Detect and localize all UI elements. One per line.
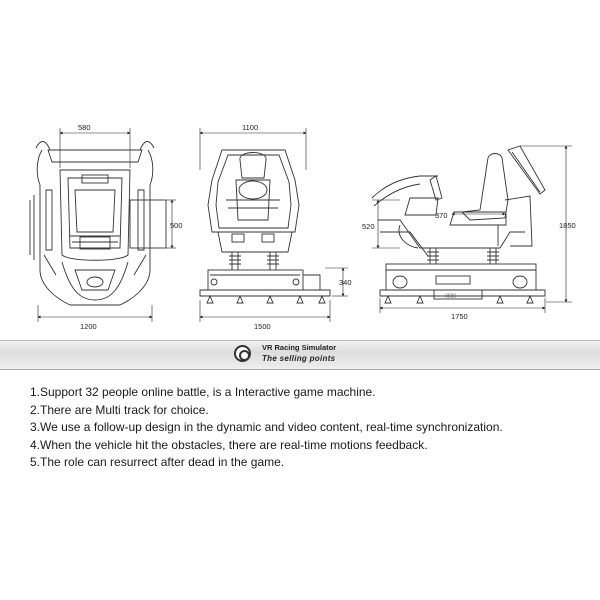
dim-1850: 1850	[559, 221, 576, 230]
dim-500: 500	[170, 221, 183, 230]
brand-mark: ▯▯▯▯	[445, 293, 457, 299]
dim-580: 580	[78, 123, 91, 132]
front-view	[200, 150, 330, 303]
selling-point-2: 2.There are Multi track for choice.	[30, 402, 209, 417]
selling-points-banner	[0, 340, 600, 368]
target-logo-icon	[234, 345, 251, 362]
dim-520: 520	[362, 222, 375, 231]
top-view-dims	[38, 128, 176, 322]
selling-point-5: 5.The role can resurrect after dead in the game.	[30, 455, 285, 469]
selling-point-3: 3.We use a follow-up design in the dynamic and video content, real-time synchronization.	[30, 420, 503, 434]
selling-points-list	[30, 384, 590, 472]
dim-1100: 1100	[242, 123, 259, 132]
selling-point-4: 4.When the vehicle hit the obstacles, there are real-time motions feedback.	[30, 437, 428, 452]
dim-340: 340	[339, 278, 352, 287]
top-view	[30, 142, 166, 306]
banner-title: VR Racing Simulator	[262, 343, 337, 352]
dim-1200: 1200	[80, 322, 97, 331]
dim-370: 370	[435, 211, 448, 220]
banner-subtitle: The selling points	[262, 354, 336, 363]
side-view	[372, 146, 545, 303]
selling-point-1: 1.Support 32 people online battle, is a Interactive game machine.	[30, 385, 376, 399]
front-view-dims	[200, 128, 348, 322]
dim-1500: 1500	[254, 322, 271, 331]
dim-1750: 1750	[451, 312, 468, 321]
